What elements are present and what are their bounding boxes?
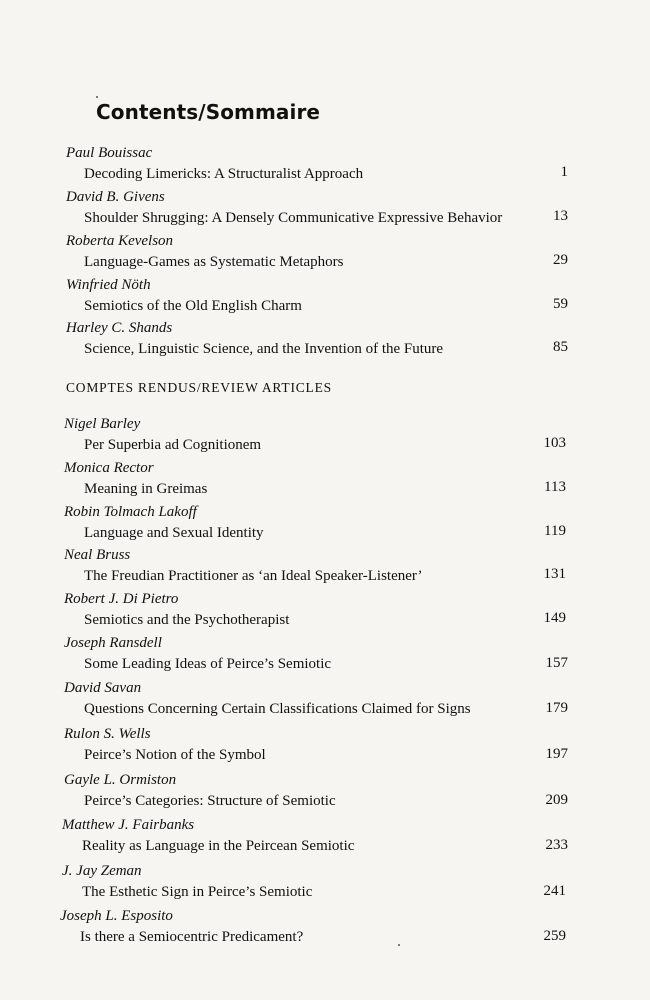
article-entry xyxy=(0,320,650,364)
article-author: Winfried Nöth xyxy=(66,277,151,293)
review-entry xyxy=(0,817,650,861)
review-title: Is there a Semiocentric Predicament? xyxy=(80,929,304,945)
article-author: David B. Givens xyxy=(66,189,165,205)
review-title: Semiotics and the Psychotherapist xyxy=(84,612,290,628)
review-title: Meaning in Greimas xyxy=(84,481,208,497)
review-title: The Freudian Practitioner as ‘an Ideal Speaker-Listener’ xyxy=(84,568,423,584)
article-author: Roberta Kevelson xyxy=(66,233,174,249)
review-entry xyxy=(0,863,650,907)
page-speck xyxy=(398,944,400,946)
page-speck xyxy=(96,96,98,98)
article-entry xyxy=(0,233,650,277)
review-author: Rulon S. Wells xyxy=(64,726,151,742)
review-page-number: 241 xyxy=(543,883,566,899)
review-title: Peirce’s Notion of the Symbol xyxy=(84,747,266,763)
review-entry xyxy=(0,772,650,816)
review-page-number: 209 xyxy=(545,792,568,808)
review-entry xyxy=(0,635,650,679)
review-title: The Esthetic Sign in Peirce’s Semiotic xyxy=(82,884,313,900)
article-page-number: 29 xyxy=(553,252,568,268)
article-page-number: 13 xyxy=(553,208,568,224)
review-page-number: 197 xyxy=(545,746,568,762)
review-page-number: 259 xyxy=(543,928,566,944)
article-title: Shoulder Shrugging: A Densely Communicative Expressive Behavior xyxy=(84,210,503,226)
review-entry xyxy=(0,726,650,770)
page-title: Contents/Sommaire xyxy=(96,100,321,124)
review-author: Nigel Barley xyxy=(64,416,141,432)
article-page-number: 59 xyxy=(553,296,568,312)
review-author: Joseph L. Esposito xyxy=(60,908,173,924)
article-page-number: 85 xyxy=(553,339,568,355)
review-title: Reality as Language in the Peircean Semiotic xyxy=(82,838,355,854)
article-entry xyxy=(0,277,650,321)
review-entry xyxy=(0,591,650,635)
review-page-number: 149 xyxy=(543,610,566,626)
review-page-number: 119 xyxy=(544,523,566,539)
review-title: Per Superbia ad Cognitionem xyxy=(84,437,262,453)
article-page-number: 1 xyxy=(560,164,568,180)
review-author: J. Jay Zeman xyxy=(62,863,142,879)
review-author: Joseph Ransdell xyxy=(64,635,162,651)
review-author: Neal Bruss xyxy=(64,547,131,563)
review-entry xyxy=(0,547,650,591)
review-page-number: 113 xyxy=(544,479,566,495)
article-entry xyxy=(0,145,650,189)
reviews-section-heading: COMPTES RENDUS/REVIEW ARTICLES xyxy=(66,380,332,395)
review-author: Gayle L. Ormiston xyxy=(64,772,177,788)
review-author: Matthew J. Fairbanks xyxy=(62,817,195,833)
review-page-number: 233 xyxy=(545,837,568,853)
review-entry xyxy=(0,460,650,504)
review-author: Robert J. Di Pietro xyxy=(64,591,179,607)
review-author: Robin Tolmach Lakoff xyxy=(64,504,197,520)
article-author: Harley C. Shands xyxy=(66,320,173,336)
review-author: Monica Rector xyxy=(64,460,154,476)
article-title: Decoding Limericks: A Structuralist Approach xyxy=(84,166,364,182)
review-author: David Savan xyxy=(64,680,142,696)
article-entry xyxy=(0,189,650,233)
review-title: Some Leading Ideas of Peirce’s Semiotic xyxy=(84,656,332,672)
review-title: Peirce’s Categories: Structure of Semiotic xyxy=(84,793,336,809)
review-page-number: 179 xyxy=(545,700,568,716)
review-page-number: 103 xyxy=(543,435,566,451)
review-entry xyxy=(0,416,650,460)
review-title: Questions Concerning Certain Classifications Claimed for Signs xyxy=(84,701,471,717)
review-page-number: 131 xyxy=(543,566,566,582)
review-title: Language and Sexual Identity xyxy=(84,525,264,541)
review-entry xyxy=(0,504,650,548)
article-title: Science, Linguistic Science, and the Invention of the Future xyxy=(84,341,444,357)
article-title: Semiotics of the Old English Charm xyxy=(84,298,302,314)
review-page-number: 157 xyxy=(545,655,568,671)
review-entry xyxy=(0,680,650,724)
review-entry xyxy=(0,908,650,952)
article-title: Language-Games as Systematic Metaphors xyxy=(84,254,344,270)
article-author: Paul Bouissac xyxy=(66,145,153,161)
